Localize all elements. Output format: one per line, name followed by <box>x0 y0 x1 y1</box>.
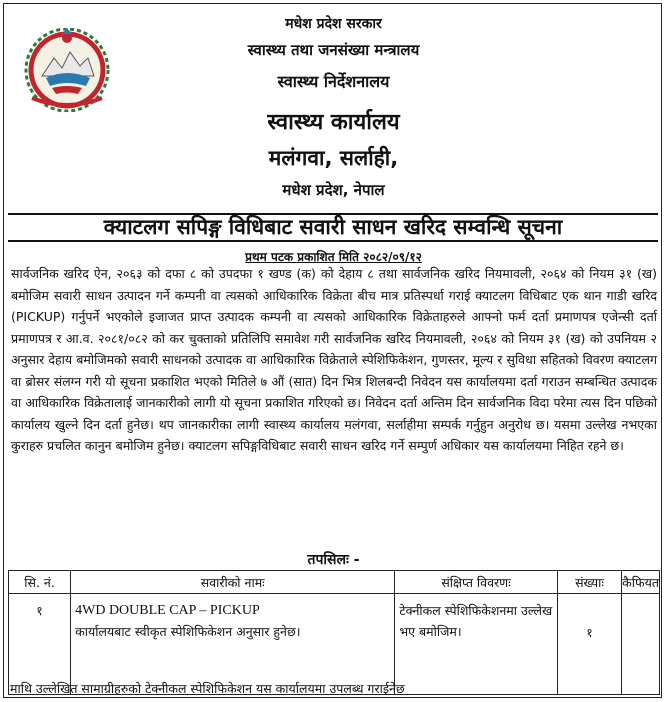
footer-note: माथि उल्लेखित सामाग्रीहरुको टेक्नीकल स्पेशिफिकेशन यस कार्यालयमा उपलब्ध गराईनेछ <box>10 681 405 696</box>
header-location: मलंगवा, सर्लाही, <box>268 146 399 170</box>
cell-quantity <box>557 594 621 695</box>
vehicle-table <box>8 570 660 695</box>
cell-description: टेक्नीकल स्पेशिफिकेशनमा उल्लेख भए बमोजिम। <box>395 594 557 695</box>
table-header-row <box>9 571 660 594</box>
publish-date-text: प्रथम पटक प्रकाशित मिति २०८२/०९/१२ <box>245 250 422 264</box>
col-header-sn: सि. नं. <box>9 571 71 594</box>
header-directorate: स्वास्थ्य निर्देशनालय <box>277 72 390 91</box>
header-office: स्वास्थ्य कार्यालय <box>267 110 400 135</box>
col-header-description: संक्षिप्त विवरणः <box>395 571 557 594</box>
col-header-name: सवारीको नामः <box>71 571 395 594</box>
col-header-remarks: कैफियत <box>622 571 660 594</box>
cell-sn: १ <box>9 594 71 695</box>
vehicle-spec-note: कार्यालयबाट स्वीकृत स्पेशिफिकेशन अनुसार हुनेछ। <box>75 624 301 639</box>
quantity-value: १ <box>586 625 593 640</box>
notice-body: सार्वजनिक खरिद ऐन, २०६३ को दफा ८ को उपदफा १ खण्ड (क) को देहाय ८ तथा सार्वजनिक खरिद नियमावली, २०६४ को नियम ३१ (ख) बमोजिम सवारी साधन उत्पादन गर्ने कम्पनी वा त्यसको आधिकारिक विक्रेता बीच मात्र प्रतिस्पर्धा गराई क्याटलग विधिबाट एक थान गाडी खरिद (PICKUP) गर्नुपर्ने भएकोले इजाजत प्राप्त उत्पादक कम्पनी वा त्यसको आधिकारिक विक्रेताहरुले आफ्नो फर्म दर्ता प्रमाणपत्र एजेन्सी दर्ता प्रमाणपत्र र आ.व. २०८१/०८२ को कर चुक्ताको प्रतिलिपि समावेश गरी सार्वजनिक खरिद नियमावली, २०६४ को नियम ३१ (ख) को उपनियम २ अनुसार देहाय बमोजिमको सवारी साधनको उत्पादक वा आधिकारिक विक्रेताले स्पेशिफिकेशन, गुणस्तर, मूल्य र सुविधा सहितको विवरण क्याटलग वा ब्रोसर संलग्न गरी यो सूचना प्रकाशित भएको मितिले ७ औं (सात) दिन भित्र शिलबन्दी निवेदन यस कार्यालयमा दर्ता गराउन सम्बन्धित उत्पादक वा आधिकारिक विक्रेतालाई जानकारीको लागी यो सूचना प्रकाशित गरिएको छ। निवेदन दर्ता अन्तिम दिन सार्वजनिक विदा परेमा त्यस दिन पछिको कार्यालय खुल्ने दिन दर्ता हुनेछ। थप जानकारीका लागी स्वास्थ्य कार्यालय मलंगवा, सर्लाहीमा सम्पर्क गर्नुहुन अनुरोध छ। यसमा उल्लेख नभएका कुराहरु प्रचलित कानुन बमोजिम हुनेछ। क्याटलग सपिङ्गविधिबाट सवारी साधन खरिद गर्ने सम्पुर्ण अधिकार यस कार्यालयमा निहित रहने छ। <box>11 266 657 453</box>
notice-title: क्याटलग सपिङ्ग विधिबाट सवारी साधन खरिद सम्वन्धि सूचना <box>8 213 658 242</box>
vehicle-name: 4WD DOUBLE CAP – PICKUP <box>75 603 260 618</box>
header-province: मधेश प्रदेश, नेपाल <box>282 181 385 199</box>
header-ministry: स्वास्थ्य तथा जनसंख्या मन्त्रालय <box>247 41 420 59</box>
col-header-quantity: संख्याः <box>557 571 621 594</box>
cell-remarks <box>622 594 660 695</box>
header-government: मधेश प्रदेश सरकार <box>285 16 382 32</box>
schedule-label: तपसिलः - <box>307 552 360 568</box>
